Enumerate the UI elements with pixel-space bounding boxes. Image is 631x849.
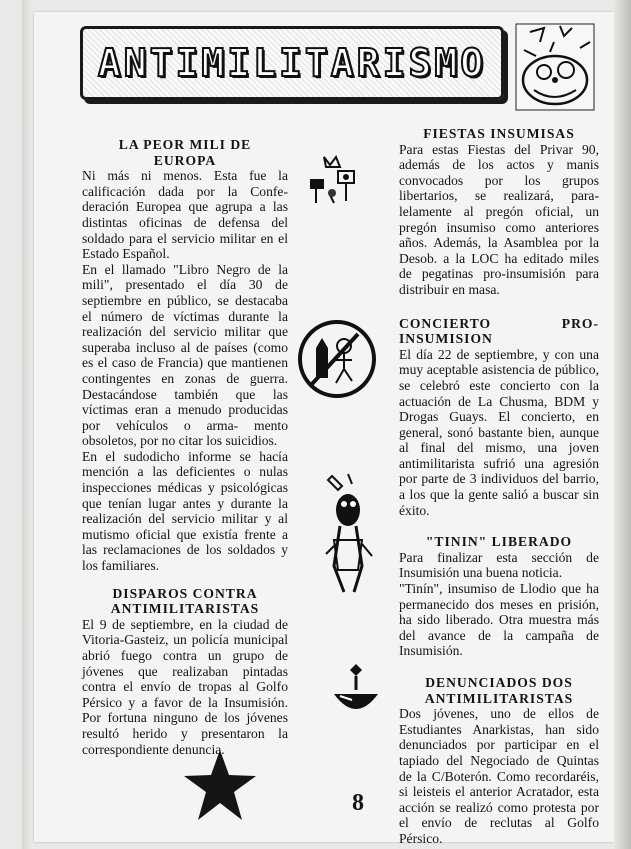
flowers-icon — [302, 145, 372, 215]
header-banner — [80, 26, 504, 100]
page-title: ANTIMILITARISMO — [97, 41, 487, 85]
article-paragraph: El día 22 de septiembre, y con una muy aceptable asistencia de público, se celebró este concierto con la actuación de La Chusma, BDM y Drogas Guays. El concierto, en general, sonó bastante bien, aunque al final del mismo, una joven antimilitarista sufrió una agresión por parte de 3 individuos del barrio, a los que la gente salió a buscar sin éxito. — [399, 346, 599, 518]
heading-word: PRO- — [561, 315, 599, 331]
article-heading: DENUNCIADOS DOS — [425, 675, 573, 690]
page-number: 8 — [352, 790, 364, 816]
article-paragraph: Para finalizar esta sección de Insumisión una buena noticia. — [399, 549, 599, 581]
right-column — [399, 126, 599, 847]
article-paragraph: Ni más ni menos. Esta fue la calificación dada por la Confe- deración Europea que agrupa a las distintas oficinas de defensa del soldado para el servicio militar en el Estado Español. — [82, 168, 288, 262]
article-paragraph: Dos jóvenes, uno de ellos de Estudiantes Anarkistas, han sido denunciados por participar en el tapiado del Negociado de Quintas de la C/Boterón. Como recordaréis, si leisteis el anterior Acratador, esta acción se realizó como protesta por el envío de reclutas al Golfo Pérsico. — [399, 706, 599, 846]
article-heading-cont: ANTIMILITARISTAS — [424, 690, 574, 706]
article-heading: FIESTAS INSUMISAS — [423, 126, 575, 141]
left-column — [82, 137, 288, 757]
article-heading: DISPAROS CONTRA — [112, 585, 258, 601]
article-paragraph: En el llamado "Libro Negro de la mili", presentado el día 30 de septiembre en público, se destacaba el número de víctimas durante la realización del servicio militar que superaba incluso al de países (como es el caso de Francia) que mantienen contingentes en zonas de guerra. Destacándose también que las víctimas eran a menudo producidas por vehículos o arma- mento obsoletos, por no citar los suicidios. — [82, 261, 288, 449]
page-edge-right — [614, 0, 631, 849]
article-paragraph: En el sudodicho informe se hacía mención a las deficientes o nulas inspecciones médicas y psicológicas que tenían lugar antes y durante la realización del servicio militar y al mutismo oficial que existía frente a las reclamaciones de los soldados y los familiares. — [82, 448, 288, 574]
article-heading-cont: ANTIMILITARISTAS — [110, 601, 260, 617]
page-edge-left — [22, 0, 34, 849]
article-heading — [399, 316, 599, 332]
article-heading-cont: EUROPA — [153, 152, 217, 168]
article-paragraph: El 9 de septiembre, en la ciudad de Vitoria-Gasteiz, un policía municipal abrió fuego contra un grupo de jóvenes que realizaban pintadas contra el envío de tropas al Golfo Pérsico y a favor de la Insumisión. Por fortuna ninguno de los jóvenes resultó herido y presentaron la correspondiente denuncia. — [82, 616, 288, 757]
article-heading: LA PEOR MILI DE — [118, 137, 252, 152]
article-heading-cont: INSUMISION — [399, 331, 493, 347]
article-paragraph: "Tinín", insumiso de Llodio que ha permanecido dos meses en prisión, ha sido liberado. Otra muestra más del avance de la campaña de Insumisión. — [399, 581, 599, 659]
article-paragraph: Para estas Fiestas del Privar 90, además de los actos y manis convocados por los grupos libertarios, se realizará, para- lelamente al pregón oficial, un pregón insumiso como anteriores años. Además, la Asamblea por la Desob. a la LOC ha editado miles de pegatinas pro-insumisión para distribuir en masa. — [399, 141, 599, 297]
article-heading: "TININ" LIBERADO — [425, 534, 573, 550]
soldier-figure-icon — [318, 470, 378, 598]
comic-logo-icon — [510, 20, 600, 115]
heading-word: CONCIERTO — [399, 315, 492, 331]
bomb-flower-icon — [328, 660, 384, 716]
black-star-icon — [182, 748, 258, 822]
broken-missile-figure-icon — [296, 318, 378, 400]
